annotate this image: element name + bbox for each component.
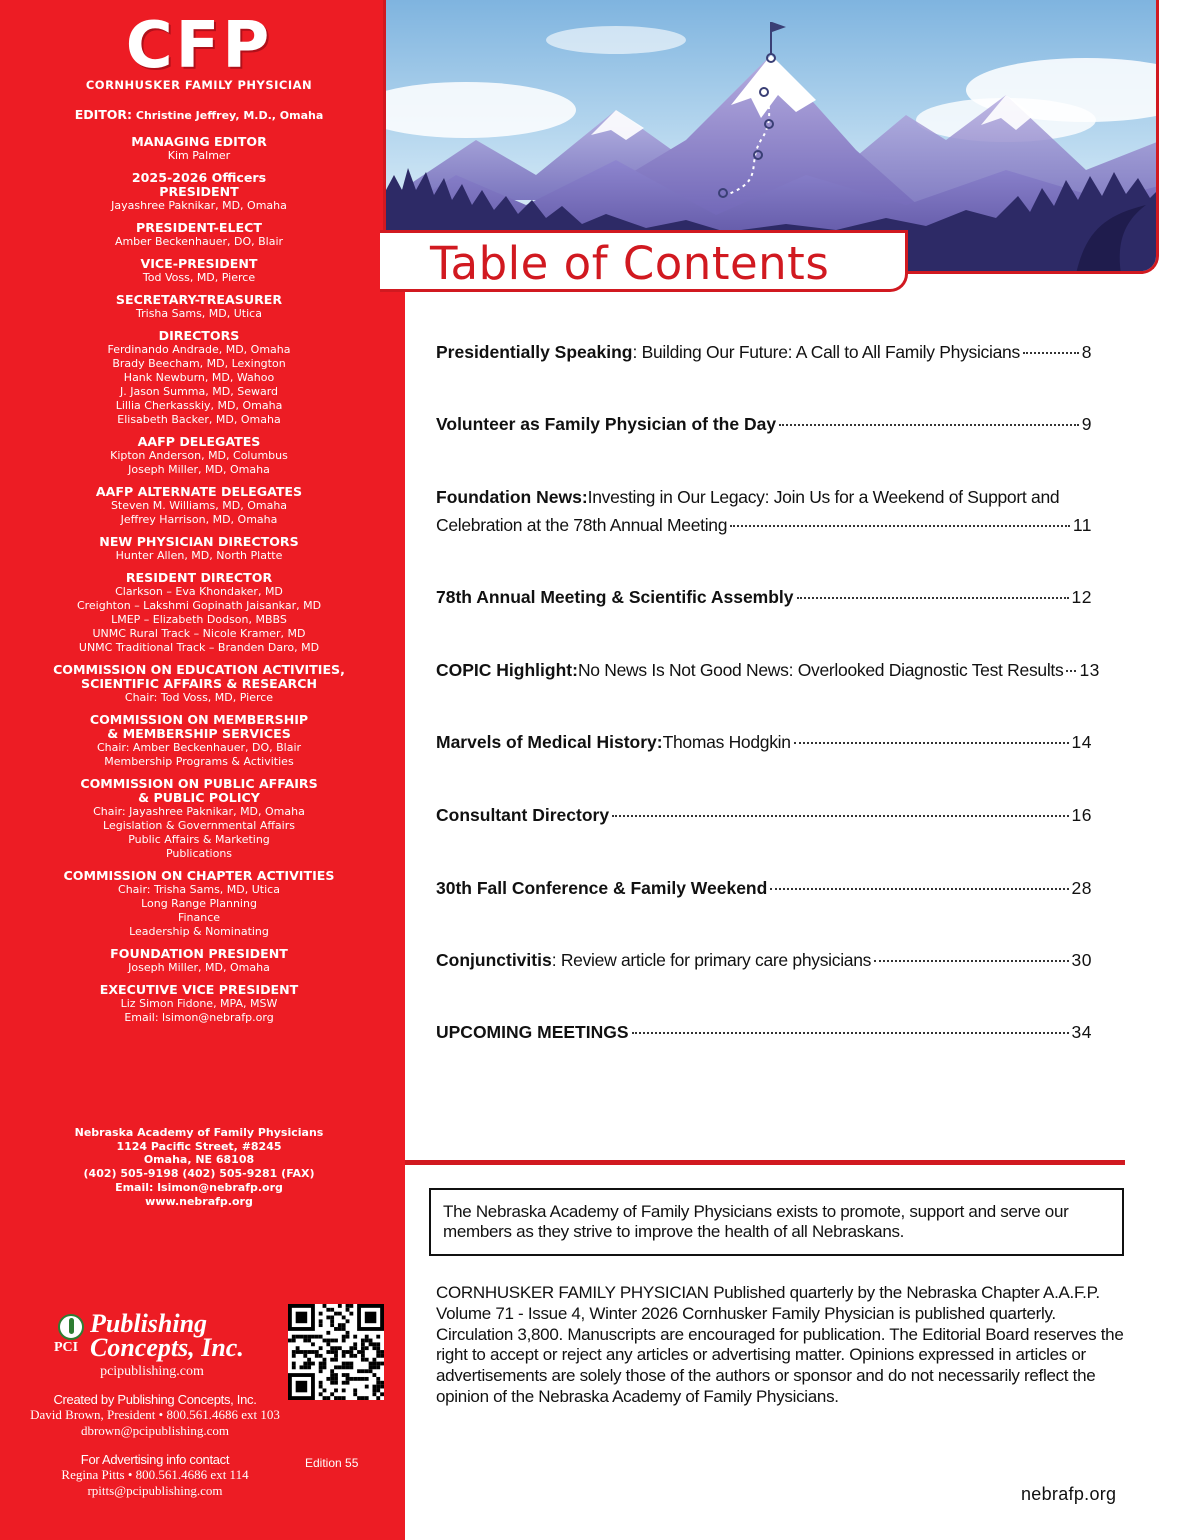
masthead-section <box>0 135 398 163</box>
masthead-line: LMEP – Elizabeth Dodson, MBBS <box>111 613 287 626</box>
masthead-heading: COMMISSION ON PUBLIC AFFAIRS & PUBLIC POLICY <box>80 776 318 805</box>
toc-entry-description: No News Is Not Good News: Overlooked Diagnostic Test Results <box>577 660 1064 680</box>
toc-leader <box>797 597 1069 599</box>
masthead-heading: VICE-PRESIDENT <box>140 256 258 271</box>
masthead-heading: MANAGING EDITOR <box>131 134 267 149</box>
toc-entry-description: Thomas Hodgkin <box>662 732 791 752</box>
cfp-logo <box>0 9 398 92</box>
masthead-line: Lillia Cherkasskiy, MD, Omaha <box>115 399 283 412</box>
masthead-line: Email: lsimon@nebrafp.org <box>124 1011 274 1024</box>
masthead-line: Finance <box>177 911 221 924</box>
masthead-line: Clarkson – Eva Khondaker, MD <box>115 585 283 598</box>
masthead-line: UNMC Rural Track – Nicole Kramer, MD <box>92 627 306 640</box>
masthead-heading: COMMISSION ON CHAPTER ACTIVITIES <box>63 868 335 883</box>
toc-entry[interactable] <box>436 728 1092 756</box>
toc-entry-description: Investing in Our Legacy: Join Us for a Weekend of Support and <box>587 487 1060 507</box>
pci-badge-text: PCI <box>54 1340 79 1355</box>
academy-line: www.nebrafp.org <box>145 1194 253 1208</box>
masthead-heading: COMMISSION ON MEMBERSHIP & MEMBERSHIP SERVICES <box>89 712 309 741</box>
toc-entry-title: Presidentially Speaking <box>436 342 633 362</box>
masthead-section <box>0 221 398 249</box>
masthead-list <box>0 135 398 1033</box>
masthead-heading: 2025-2026 Officers PRESIDENT <box>131 170 267 199</box>
masthead-line: Chair: Tod Voss, MD, Pierce <box>124 691 274 704</box>
page-title: Table of Contents <box>430 237 830 290</box>
toc-leader <box>612 815 1068 817</box>
masthead-line: Jeffrey Harrison, MD, Omaha <box>120 513 278 526</box>
masthead-heading: AAFP ALTERNATE DELEGATES <box>95 484 303 499</box>
masthead-section <box>0 947 398 975</box>
toc-entry-title: Foundation News: <box>436 487 588 507</box>
masthead-line: Joseph Miller, MD, Omaha <box>128 961 270 974</box>
publisher-credits <box>0 1392 310 1439</box>
qr-code-icon[interactable] <box>288 1304 384 1400</box>
pci-leaf-icon <box>54 1314 88 1356</box>
toc-entry-title: Consultant Directory <box>436 805 610 825</box>
editor-label: EDITOR: <box>74 107 133 122</box>
academy-line: (402) 505-9198 (402) 505-9281 (FAX) <box>83 1167 315 1181</box>
masthead-heading: DIRECTORS <box>158 328 240 343</box>
toc-leader <box>632 1032 1069 1034</box>
mission-statement: The Nebraska Academy of Family Physicians exists to promote, support and serve our members as they strive to improve the health of all Nebraskans. <box>429 1188 1124 1256</box>
title-tab <box>380 230 908 292</box>
masthead-heading: RESIDENT DIRECTOR <box>125 570 273 585</box>
toc-page-number: 11 <box>1072 515 1092 535</box>
toc-leader <box>1023 352 1079 354</box>
masthead-line: J. Jason Summa, MD, Seward <box>119 385 279 398</box>
masthead-section <box>0 257 398 285</box>
masthead-section <box>0 329 398 427</box>
toc-page-number: 16 <box>1071 805 1092 825</box>
masthead-section <box>0 293 398 321</box>
toc-entry[interactable] <box>436 1018 1092 1046</box>
editor-line <box>0 107 398 122</box>
advertising-contact <box>0 1452 310 1499</box>
editor-name: Christine Jeffrey, M.D., Omaha <box>135 109 324 122</box>
masthead-line: Creighton – Lakshmi Gopinath Jaisankar, MD <box>76 599 322 612</box>
publisher-name-line1: Publishing <box>90 1309 208 1338</box>
advertising-contact-name: Regina Pitts • 800.561.4686 ext 114 <box>61 1467 249 1482</box>
toc-entry[interactable] <box>436 338 1092 366</box>
section-divider <box>405 1160 1125 1165</box>
masthead-section <box>0 713 398 769</box>
toc-entry[interactable] <box>436 874 1092 902</box>
toc-entry-title: Conjunctivitis <box>436 950 552 970</box>
masthead-line: Liz Simon Fidone, MPA, MSW <box>120 997 278 1010</box>
publication-info: CORNHUSKER FAMILY PHYSICIAN Published quarterly by the Nebraska Chapter A.A.F.P. Volume 71 - Issue 4, Winter 2026 Cornhusker Family Physician is published quarterly. Circulation 3,800. Manuscripts are encouraged for publication. The Editorial Board reserves the right to accept or reject any articles or advertising matter. Opinions expressed in articles or advertisements are solely those of the authors or sponsor and do not necessarily reflect the opinion of the Nebraska Academy of Family Physicians. <box>436 1283 1124 1406</box>
masthead-line: Leadership & Nominating <box>129 925 269 938</box>
toc-leader <box>874 960 1068 962</box>
publisher-name-line2: Concepts, Inc. <box>90 1333 244 1362</box>
masthead-line: Publications <box>165 847 233 860</box>
masthead-heading: EXECUTIVE VICE PRESIDENT <box>99 982 299 997</box>
masthead-heading: AAFP DELEGATES <box>137 434 261 449</box>
masthead-line: Public Affairs & Marketing <box>128 833 270 846</box>
masthead-section <box>0 571 398 655</box>
toc-page-number: 9 <box>1081 414 1092 434</box>
masthead-section <box>0 663 398 705</box>
toc-entry-title: Volunteer as Family Physician of the Day <box>436 414 777 434</box>
masthead-heading: SECRETARY-TREASURER <box>115 292 283 307</box>
toc-entry-description: : Review article for primary care physicians <box>551 950 872 970</box>
advertising-email[interactable]: rpitts@pcipublishing.com <box>87 1483 223 1498</box>
toc-entry[interactable] <box>436 946 1092 974</box>
masthead-section <box>0 535 398 563</box>
toc-page-number: 28 <box>1071 878 1092 898</box>
masthead-heading: COMMISSION ON EDUCATION ACTIVITIES, SCIENTIFIC AFFAIRS & RESEARCH <box>53 662 345 691</box>
publisher-url: pcipublishing.com <box>100 1364 204 1379</box>
toc-page-number: 30 <box>1071 950 1092 970</box>
toc-entry[interactable] <box>436 801 1092 829</box>
masthead-heading: NEW PHYSICIAN DIRECTORS <box>99 534 299 549</box>
toc-leader <box>1066 670 1076 672</box>
masthead-line: Amber Beckenhauer, DO, Blair <box>114 235 284 248</box>
created-by: Created by Publishing Concepts, Inc. <box>53 1392 257 1407</box>
toc-page-number: 8 <box>1081 342 1092 362</box>
toc-page-number: 13 <box>1079 660 1100 680</box>
masthead-line: Ferdinando Andrade, MD, Omaha <box>107 343 291 356</box>
academy-line: Email: lsimon@nebrafp.org <box>115 1180 283 1194</box>
masthead-line: Hunter Allen, MD, North Platte <box>115 549 283 562</box>
masthead-line: Long Range Planning <box>141 897 257 910</box>
toc-entry-title: UPCOMING MEETINGS <box>436 1022 629 1042</box>
masthead-section <box>0 777 398 861</box>
masthead-line: Joseph Miller, MD, Omaha <box>128 463 270 476</box>
toc-entry-description: : Building Our Future: A Call to All Family Physicians <box>632 342 1020 362</box>
toc-entry-title: COPIC Highlight: <box>436 660 578 680</box>
masthead-section <box>0 869 398 939</box>
masthead-section <box>0 485 398 527</box>
toc-page-number: 34 <box>1071 1022 1092 1042</box>
masthead-line: Tod Voss, MD, Pierce <box>142 271 256 284</box>
masthead-heading: PRESIDENT-ELECT <box>136 220 262 235</box>
academy-line: Omaha, NE 68108 <box>143 1153 255 1167</box>
toc-leader <box>779 424 1079 426</box>
masthead-heading: FOUNDATION PRESIDENT <box>110 946 288 961</box>
toc-page-number: 12 <box>1071 587 1092 607</box>
publisher-president-email[interactable]: dbrown@pcipublishing.com <box>80 1423 230 1438</box>
site-url[interactable]: nebrafp.org <box>1021 1484 1117 1504</box>
masthead-line: Steven M. Williams, MD, Omaha <box>110 499 288 512</box>
masthead-line: Hank Newburn, MD, Wahoo <box>123 371 275 384</box>
masthead-line: Chair: Jayashree Paknikar, MD, Omaha <box>93 805 305 818</box>
masthead-sidebar <box>0 0 405 1540</box>
toc-leader <box>770 888 1068 890</box>
masthead-line: Trisha Sams, MD, Utica <box>136 307 262 320</box>
masthead-line: Legislation & Governmental Affairs <box>103 819 295 832</box>
masthead-line: Elisabeth Backer, MD, Omaha <box>117 413 281 426</box>
publisher-president: David Brown, President • 800.561.4686 ext 103 <box>30 1407 280 1422</box>
academy-contact <box>0 1126 398 1208</box>
masthead-line: Chair: Amber Beckenhauer, DO, Blair <box>96 741 302 754</box>
toc-leader <box>730 525 1070 527</box>
academy-line: 1124 Pacific Street, #8245 <box>116 1139 282 1153</box>
masthead-section <box>0 435 398 477</box>
toc-entry-title: 78th Annual Meeting & Scientific Assembly <box>436 587 794 607</box>
masthead-line: Jayashree Paknikar, MD, Omaha <box>111 199 287 212</box>
masthead-line: UNMC Traditional Track – Branden Daro, MD <box>78 641 320 654</box>
toc-entry[interactable] <box>436 410 1092 438</box>
advertising-head: For Advertising info contact <box>80 1452 230 1467</box>
logo-subtitle: CORNHUSKER FAMILY PHYSICIAN <box>85 78 313 92</box>
masthead-section <box>0 983 398 1025</box>
masthead-line: Kipton Anderson, MD, Columbus <box>110 449 288 462</box>
toc-entry[interactable] <box>436 656 1100 684</box>
toc-entry[interactable] <box>436 483 1092 539</box>
toc-entry-title: Marvels of Medical History: <box>436 732 663 752</box>
masthead-line: Kim Palmer <box>167 149 231 162</box>
toc-page-number: 14 <box>1071 732 1092 752</box>
edition-label: Edition 55 <box>305 1456 359 1470</box>
masthead-line: Membership Programs & Activities <box>104 755 294 768</box>
toc-leader <box>794 742 1069 744</box>
logo-mark: CFP <box>125 9 273 83</box>
toc-entry[interactable] <box>436 583 1092 611</box>
masthead-section <box>0 171 398 213</box>
masthead-line: Brady Beecham, MD, Lexington <box>112 357 286 370</box>
publisher-name <box>90 1309 244 1362</box>
toc-entry-description-cont: Celebration at the 78th Annual Meeting <box>436 515 728 535</box>
academy-line: Nebraska Academy of Family Physicians <box>74 1126 324 1139</box>
toc-entry-title: 30th Fall Conference & Family Weekend <box>436 878 768 898</box>
masthead-line: Chair: Trisha Sams, MD, Utica <box>118 883 280 896</box>
